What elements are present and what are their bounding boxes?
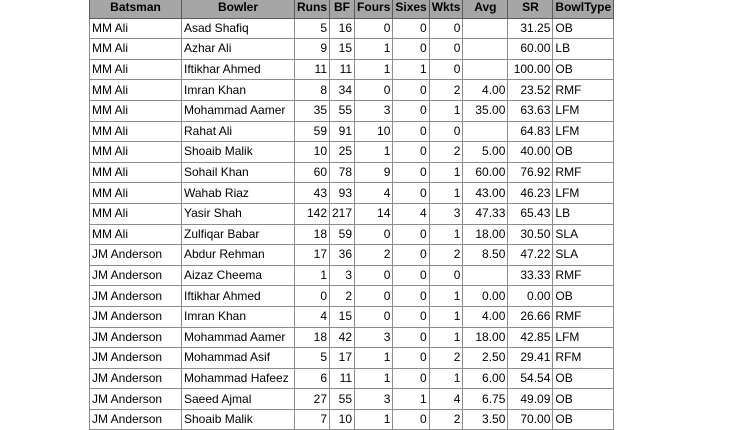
cell-wkts: 0 (429, 59, 463, 80)
table-row (90, 224, 614, 245)
cell-wkts: 2 (429, 142, 463, 163)
cell-runs: 43 (295, 183, 330, 204)
cell-bf: 78 (330, 162, 355, 183)
cell-avg: 4.00 (463, 306, 508, 327)
cell-sixes: 0 (393, 142, 429, 163)
cell-sr: 31.25 (508, 18, 553, 39)
cell-sixes: 0 (393, 368, 429, 389)
cell-batsman: MM Ali (90, 183, 182, 204)
cell-bowler: Imran Khan (182, 80, 295, 101)
table-row (90, 142, 614, 163)
cell-bowltype: SLA (553, 224, 614, 245)
cell-bowler: Saeed Ajmal (182, 389, 295, 410)
cell-runs: 18 (295, 327, 330, 348)
cell-fours: 3 (355, 389, 393, 410)
table-row (90, 183, 614, 204)
cell-bowltype: RMF (553, 162, 614, 183)
cell-wkts: 1 (429, 327, 463, 348)
cell-sr: 46.23 (508, 183, 553, 204)
cell-bf: 91 (330, 121, 355, 142)
cell-avg: 3.50 (463, 409, 508, 430)
cell-bf: 217 (330, 203, 355, 224)
cell-runs: 35 (295, 100, 330, 121)
cell-runs: 0 (295, 286, 330, 307)
table-row (90, 265, 614, 286)
cell-wkts: 0 (429, 121, 463, 142)
cell-sixes: 0 (393, 409, 429, 430)
cell-sr: 23.52 (508, 80, 553, 101)
cell-bowltype: LFM (553, 121, 614, 142)
cell-runs: 142 (295, 203, 330, 224)
cell-avg: 60.00 (463, 162, 508, 183)
cell-sr: 63.63 (508, 100, 553, 121)
cell-avg: 35.00 (463, 100, 508, 121)
cell-sixes: 0 (393, 286, 429, 307)
cell-sixes: 0 (393, 39, 429, 60)
cell-bowltype: SLA (553, 245, 614, 266)
cell-sixes: 0 (393, 348, 429, 369)
cell-avg: 43.00 (463, 183, 508, 204)
cell-bf: 11 (330, 368, 355, 389)
cell-bf: 34 (330, 80, 355, 101)
cell-avg: 18.00 (463, 224, 508, 245)
header-row (90, 0, 614, 18)
cell-fours: 0 (355, 18, 393, 39)
cell-sixes: 0 (393, 306, 429, 327)
cell-bf: 10 (330, 409, 355, 430)
cell-bowltype: RMF (553, 265, 614, 286)
cell-bowltype: LFM (553, 100, 614, 121)
table-row (90, 162, 614, 183)
cell-runs: 8 (295, 80, 330, 101)
cell-batsman: MM Ali (90, 59, 182, 80)
cell-batsman: MM Ali (90, 142, 182, 163)
cell-avg (463, 59, 508, 80)
cell-batsman: MM Ali (90, 203, 182, 224)
cell-bowler: Mohammad Aamer (182, 100, 295, 121)
cell-fours: 4 (355, 183, 393, 204)
cell-fours: 1 (355, 368, 393, 389)
table-row (90, 348, 614, 369)
cell-batsman: MM Ali (90, 121, 182, 142)
cell-avg (463, 18, 508, 39)
cell-sixes: 1 (393, 59, 429, 80)
cell-wkts: 1 (429, 286, 463, 307)
cell-runs: 27 (295, 389, 330, 410)
cell-runs: 6 (295, 368, 330, 389)
cell-wkts: 2 (429, 245, 463, 266)
cell-bowltype: RMF (553, 306, 614, 327)
column-header-fours: Fours (355, 0, 393, 18)
cell-fours: 9 (355, 162, 393, 183)
cell-fours: 0 (355, 286, 393, 307)
column-header-batsman: Batsman (90, 0, 182, 18)
cell-batsman: JM Anderson (90, 389, 182, 410)
cell-sr: 70.00 (508, 409, 553, 430)
cell-fours: 0 (355, 224, 393, 245)
cell-bowltype: OB (553, 368, 614, 389)
cell-bowler: Abdur Rehman (182, 245, 295, 266)
table-row (90, 389, 614, 410)
cell-bf: 2 (330, 286, 355, 307)
cell-sr: 64.83 (508, 121, 553, 142)
cell-runs: 7 (295, 409, 330, 430)
cell-bowltype: OB (553, 389, 614, 410)
cell-avg: 18.00 (463, 327, 508, 348)
cell-bf: 36 (330, 245, 355, 266)
cell-bowltype: OB (553, 286, 614, 307)
cell-sr: 47.22 (508, 245, 553, 266)
cell-runs: 60 (295, 162, 330, 183)
cell-fours: 0 (355, 265, 393, 286)
cell-runs: 10 (295, 142, 330, 163)
cell-bf: 17 (330, 348, 355, 369)
cell-sr: 100.00 (508, 59, 553, 80)
cell-bowltype: OB (553, 18, 614, 39)
table-body (90, 18, 614, 430)
cell-bowler: Mohammad Aamer (182, 327, 295, 348)
cell-wkts: 2 (429, 409, 463, 430)
cell-sr: 49.09 (508, 389, 553, 410)
cell-sixes: 0 (393, 245, 429, 266)
cell-sr: 65.43 (508, 203, 553, 224)
cell-sixes: 4 (393, 203, 429, 224)
cell-bf: 25 (330, 142, 355, 163)
cell-avg: 6.00 (463, 368, 508, 389)
column-header-sr: SR (508, 0, 553, 18)
cell-bowler: Yasir Shah (182, 203, 295, 224)
cell-batsman: MM Ali (90, 18, 182, 39)
cell-sixes: 0 (393, 224, 429, 245)
cell-sr: 54.54 (508, 368, 553, 389)
cell-bowler: Imran Khan (182, 306, 295, 327)
cell-wkts: 1 (429, 224, 463, 245)
cell-bf: 3 (330, 265, 355, 286)
cell-bowler: Wahab Riaz (182, 183, 295, 204)
cell-bowler: Asad Shafiq (182, 18, 295, 39)
cell-batsman: JM Anderson (90, 306, 182, 327)
cell-bowler: Sohail Khan (182, 162, 295, 183)
table-row (90, 18, 614, 39)
cell-sr: 60.00 (508, 39, 553, 60)
cell-wkts: 1 (429, 183, 463, 204)
cell-batsman: JM Anderson (90, 265, 182, 286)
table-row (90, 286, 614, 307)
cell-sixes: 0 (393, 18, 429, 39)
cell-sixes: 0 (393, 327, 429, 348)
column-header-sixes: Sixes (393, 0, 429, 18)
cell-fours: 1 (355, 142, 393, 163)
cell-batsman: MM Ali (90, 162, 182, 183)
cell-sixes: 0 (393, 183, 429, 204)
table-row (90, 306, 614, 327)
cell-sixes: 0 (393, 265, 429, 286)
cell-batsman: JM Anderson (90, 348, 182, 369)
table-row (90, 203, 614, 224)
column-header-bf: BF (330, 0, 355, 18)
cell-fours: 14 (355, 203, 393, 224)
cell-batsman: MM Ali (90, 80, 182, 101)
cell-runs: 17 (295, 245, 330, 266)
cell-wkts: 3 (429, 203, 463, 224)
cell-sr: 29.41 (508, 348, 553, 369)
cell-bowler: Aizaz Cheema (182, 265, 295, 286)
cell-fours: 10 (355, 121, 393, 142)
cell-bowler: Shoaib Malik (182, 409, 295, 430)
cell-bowler: Zulfiqar Babar (182, 224, 295, 245)
cell-bf: 11 (330, 59, 355, 80)
cell-batsman: MM Ali (90, 39, 182, 60)
cell-bowltype: OB (553, 59, 614, 80)
cell-avg: 0.00 (463, 286, 508, 307)
cell-sr: 0.00 (508, 286, 553, 307)
cell-runs: 1 (295, 265, 330, 286)
cell-bf: 93 (330, 183, 355, 204)
cell-avg: 8.50 (463, 245, 508, 266)
cell-bowler: Iftikhar Ahmed (182, 286, 295, 307)
cell-fours: 3 (355, 100, 393, 121)
cell-wkts: 0 (429, 39, 463, 60)
column-header-avg: Avg (463, 0, 508, 18)
cell-fours: 1 (355, 59, 393, 80)
cell-wkts: 1 (429, 368, 463, 389)
cell-wkts: 2 (429, 80, 463, 101)
cell-bowltype: LFM (553, 327, 614, 348)
table-row (90, 80, 614, 101)
table-row (90, 368, 614, 389)
column-header-runs: Runs (295, 0, 330, 18)
cell-bf: 16 (330, 18, 355, 39)
cell-batsman: JM Anderson (90, 245, 182, 266)
cell-batsman: JM Anderson (90, 368, 182, 389)
cell-runs: 5 (295, 348, 330, 369)
cell-runs: 11 (295, 59, 330, 80)
cell-bowltype: LB (553, 39, 614, 60)
column-header-wkts: Wkts (429, 0, 463, 18)
cell-fours: 1 (355, 348, 393, 369)
cell-sr: 76.92 (508, 162, 553, 183)
cell-fours: 1 (355, 39, 393, 60)
cell-batsman: MM Ali (90, 100, 182, 121)
cell-sixes: 0 (393, 121, 429, 142)
cell-bowler: Shoaib Malik (182, 142, 295, 163)
cell-fours: 0 (355, 80, 393, 101)
cell-avg (463, 39, 508, 60)
cell-wkts: 1 (429, 306, 463, 327)
cell-fours: 2 (355, 245, 393, 266)
cell-sr: 42.85 (508, 327, 553, 348)
cell-runs: 59 (295, 121, 330, 142)
cell-wkts: 1 (429, 100, 463, 121)
cell-runs: 9 (295, 39, 330, 60)
cell-avg: 2.50 (463, 348, 508, 369)
cell-bowler: Rahat Ali (182, 121, 295, 142)
cell-bowltype: RFM (553, 348, 614, 369)
cell-fours: 1 (355, 409, 393, 430)
cell-sr: 33.33 (508, 265, 553, 286)
cell-batsman: MM Ali (90, 224, 182, 245)
cell-bowltype: OB (553, 409, 614, 430)
table-row (90, 409, 614, 430)
cell-avg (463, 265, 508, 286)
cell-sixes: 1 (393, 389, 429, 410)
cell-runs: 4 (295, 306, 330, 327)
cell-sixes: 0 (393, 80, 429, 101)
cell-wkts: 0 (429, 18, 463, 39)
cell-bowler: Azhar Ali (182, 39, 295, 60)
cell-sr: 30.50 (508, 224, 553, 245)
cell-avg: 5.00 (463, 142, 508, 163)
cell-wkts: 4 (429, 389, 463, 410)
table-row (90, 39, 614, 60)
table-row (90, 327, 614, 348)
cell-fours: 0 (355, 306, 393, 327)
column-header-bowltype: BowlType (553, 0, 614, 18)
cell-bowler: Mohammad Asif (182, 348, 295, 369)
cell-avg: 4.00 (463, 80, 508, 101)
table-row (90, 245, 614, 266)
cell-bf: 55 (330, 100, 355, 121)
cell-sr: 26.66 (508, 306, 553, 327)
cell-wkts: 2 (429, 348, 463, 369)
cell-bf: 59 (330, 224, 355, 245)
cell-bowltype: LFM (553, 183, 614, 204)
cell-runs: 18 (295, 224, 330, 245)
cell-wkts: 0 (429, 265, 463, 286)
cell-avg (463, 121, 508, 142)
column-header-bowler: Bowler (182, 0, 295, 18)
table-row (90, 100, 614, 121)
cell-avg: 6.75 (463, 389, 508, 410)
cell-bowltype: RMF (553, 80, 614, 101)
cell-fours: 3 (355, 327, 393, 348)
table-row (90, 121, 614, 142)
cell-bowler: Mohammad Hafeez (182, 368, 295, 389)
cell-batsman: JM Anderson (90, 286, 182, 307)
cell-bf: 42 (330, 327, 355, 348)
cell-bf: 15 (330, 39, 355, 60)
batting-vs-bowler-table (89, 0, 614, 430)
cell-batsman: JM Anderson (90, 409, 182, 430)
cell-sixes: 0 (393, 100, 429, 121)
cell-bf: 55 (330, 389, 355, 410)
cell-bowltype: OB (553, 142, 614, 163)
cell-sr: 40.00 (508, 142, 553, 163)
cell-bowler: Iftikhar Ahmed (182, 59, 295, 80)
cell-batsman: JM Anderson (90, 327, 182, 348)
cell-runs: 5 (295, 18, 330, 39)
cell-wkts: 1 (429, 162, 463, 183)
cell-avg: 47.33 (463, 203, 508, 224)
cell-bf: 15 (330, 306, 355, 327)
cell-sixes: 0 (393, 162, 429, 183)
table-row (90, 59, 614, 80)
cell-bowltype: LB (553, 203, 614, 224)
